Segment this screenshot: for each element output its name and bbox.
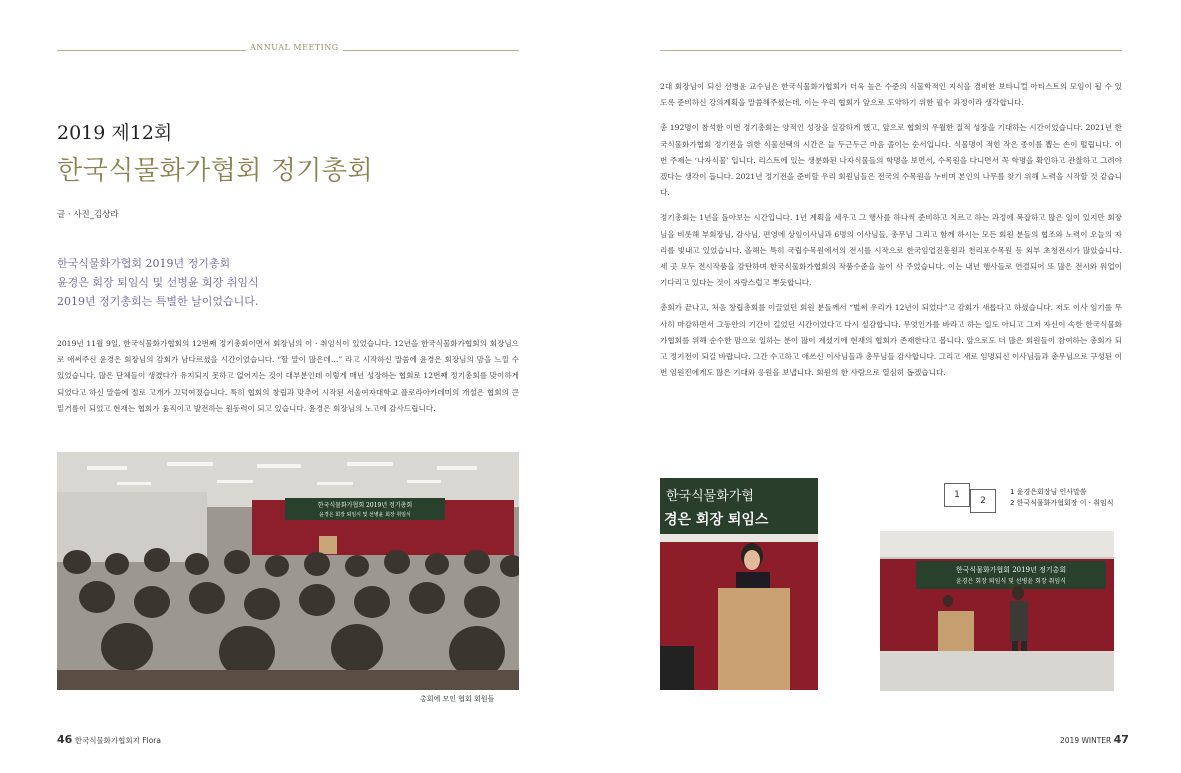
banner-closeup-line1: 한국식물화가협 [666,489,754,504]
banner-closeup-line2: 경은 회장 퇴임스 [664,512,769,528]
meeting-hall-photo [57,452,519,690]
lead-line: 2019년 정기총회는 특별한 날이었습니다. [57,295,259,308]
ceremony-photo [880,531,1114,691]
page-number: 47 [1113,733,1129,746]
paragraph: 총 192명이 참석한 이번 정기총회는 양적인 성장을 실감하게 했고, 앞으로 협회의 우월한 질적 성장을 기대하는 시간이었습니다. 2021년 한국식물화가협회 정기전을 위한 식물선택의 시간은 늘 두근두근 마음 졸이는 순서입니다. 식물명이 적힌 작은 종이를 뽑는 손이 떨립니다. 이번 주제는 ‘나자식물’ 입니다. 리스트에 있는 생분화된 나자식물들의 학명을 보면서, 수목원을 다니면서 꼭 학명을 확인하고 관찰하고 그려야겠다는 생각이 듭니다. 2021년 정기전을 준비할 우리 회원님들은 전국의 수목원을 누비며 본인의 나무를 찾기 위해 노력을 시작할 것 같습니다. [660,123,1122,198]
photo-legend [1010,487,1114,509]
magazine-name: 한국식물화가협회지 Flora [74,736,161,745]
paragraph: 2대 회장님이 되신 선병윤 교수님은 한국식물화가협회가 더욱 높은 수준의 식물학적인 지식을 겸비한 보타니컬 아티스트의 모임이 될 수 있도록 준비하신 강의계획을 말씀해주셨는데, 이는 우리 협회가 앞으로 도약하기 위한 필수 과정이라 생각합니다. [660,82,1122,108]
left-body-text [57,336,519,426]
speaker-photo [660,478,818,690]
banner-main-text: 한국식물화가협회 2019년 정기총회 [955,566,1067,574]
photo-index-2: 2 [970,489,996,513]
article-title-line2: 한국식물화가협회 정기총회 [57,156,374,186]
right-page [590,0,1181,773]
article-title-line1: 2019 제12회 [57,122,173,144]
ceremony-illustration [880,531,1114,691]
legend-line: 2 한국식물화가협회장 이 · 취임식 [1010,499,1114,507]
banner-sub-text: 윤경은 회장 퇴임식 및 선병윤 회장 취임식 [956,578,1066,585]
paragraph: 2019년 11월 9일, 한국식물화가협회의 12번째 정기총회이면서 회장님의 이 · 취임식이 있었습니다. 12년을 한국식물화가협회의 회장님으로 애써주신 윤경은 회장님의 감회가 남다르셨을 시간이었습니다. “할 말이 많은데…” 라고 시작하신 말씀에 윤경은 회장님의 맘을 느낄 수 있었습니다. 많은 단체들이 생겼다가 유지되지 못하고 없어지는 것이 대부분인데 이렇게 매년 성장하는 협회로 12번째 정기총회를 맞이하게 되었다고 하신 말씀에 절로 고개가 끄덕여졌습니다. 특히 협회의 창립과 맞추어 시작된 서울여자대학교 플로라아카데미의 개설은 협회의 큰 밑거름이 되었고 현재는 협회가 움직이고 발전하는 원동력이 되고 있습니다. 윤경은 회장님의 노고에 감사드립니다. [57,339,519,413]
byline: 글 · 사진_김상라 [57,210,119,220]
section-label: ANNUAL MEETING [246,43,343,52]
left-folio [57,733,161,746]
paragraph: 총회가 끝나고, 처음 창립총회를 이끌었던 회원 분들께서 “벌써 우리가 12년이 되었다”고 감회가 새롭다고 하셨습니다. 저도 이사 임기를 무사히 마감하면서 그동안의 기간이 길었던 시간이었다고 다시 실감합니다. 무엇인가를 바라고 하는 일도 아니고 그저 자신이 속한 한국식물화가협회를 위해 순수한 맘으로 일하는 분이 많이 계셨기에 현재의 협회가 존재한다고 봅니다. 앞으로도 더 많은 회원들이 참여하는 총회가 되고 정기전이 되길 바랍니다. 그간 수고하고 애쓰신 이사님들과 총무님들 감사합니다. 그리고 새로 임명되신 이사님들과 총무님으로 구성된 이번 임원진에게도 많은 기대와 응원을 보냅니다. 회원의 한 사람으로 열심히 돕겠습니다. [660,303,1122,378]
lead-text [57,254,497,311]
left-page [0,0,590,773]
lead-line: 한국식물화가협회 2019년 정기총회 [57,257,231,270]
paragraph: 정기총회는 1년을 돌아보는 시간입니다. 1년 계획을 세우고 그 행사를 하나씩 준비하고 치르고 하는 과정에 복잡하고 많은 일이 있지만 회장님을 비롯해 부회장님, 감사님, 편영에 상임이사님과 6명의 이사님들, 총무님 그리고 함께 하시는 모든 회원 분들의 협조와 노력이 오늘의 자리를 빛내고 있었습니다. 올해는 특히 국립수목원에서의 전시를 시작으로 한국임업진흥원과 천리포수목원 등 외부 초청전시가 많았습니다. 세 곳 모두 전시작품을 감탄하며 한국식물화가협회의 작품수준을 높이 사 주었습니다. 이는 내년 행사들로 연결되어 또 많은 전시와 워업이 기다리고 있다는 것이 자랑스럽고 뿌듯합니다. [660,213,1122,288]
lead-line: 윤경은 회장 퇴임식 및 선병윤 회장 취임식 [57,276,259,289]
banner-main-text: 한국식물화가협회 2019년 정기총회 [317,502,413,509]
banner-sub-text: 윤경은 회장 퇴임식 및 선병윤 회장 취임식 [319,512,411,518]
right-body-text [660,79,1122,390]
header-rule [660,50,1122,51]
legend-line: 1 윤경은회장님 인사말씀 [1010,488,1087,496]
speaker-illustration [660,478,818,690]
page-number: 46 [57,733,73,746]
right-folio [1060,733,1129,746]
meeting-hall-illustration [57,452,519,690]
photo-index-1: 1 [944,483,970,507]
issue-name: 2019 WINTER [1060,736,1112,745]
main-photo-caption: 총회에 모인 협회 회원들 [420,695,495,703]
